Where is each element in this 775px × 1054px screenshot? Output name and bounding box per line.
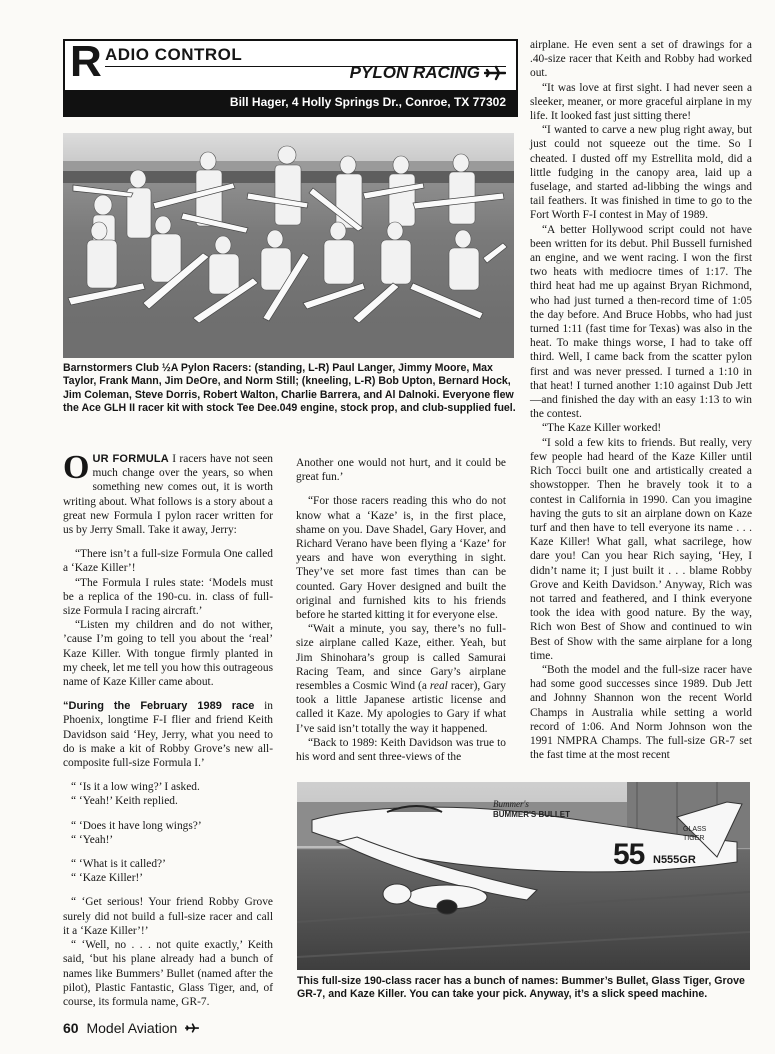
paragraph: airplane. He even sent a set of drawings for a .40-size racer that Keith and Robby had worked out. (530, 39, 752, 80)
magazine-name: Model Aviation (86, 1020, 178, 1036)
department-header (63, 39, 518, 117)
header-title: ADIO CONTROL (105, 45, 243, 64)
header-initial: R (70, 37, 102, 86)
paragraph: “There isn’t a full-size Formula One called a ‘Kaze Killer’! (63, 548, 273, 575)
paragraph: “The Kaze Killer worked! (542, 422, 662, 435)
dialogue-line: “ ‘What is it called?’ (71, 858, 166, 871)
paragraph: OUR FORMULA I racers have not seen much change over the years, so when something new comes out, it is worth writing about. What follows is a story about a great new Formula I pylon racer written for us by Jerry Small. Take it away, Jerry: (63, 449, 273, 537)
racer-photo (297, 782, 750, 970)
paragraph: “Listen my children and do not wither, ’cause I’m going to tell you about the ‘real’ Kaze Killer. With tongue firmly planted in my cheek, let me tell you how this outrageous name of Kaze Killer came about. (63, 619, 273, 689)
article-column-3 (530, 38, 752, 762)
page-number: 60 (63, 1020, 79, 1036)
article-column-1 (63, 449, 273, 1009)
byline: Bill Hager, 4 Holly Springs Dr., Conroe, TX 77302 (229, 95, 506, 109)
lead-in: UR FORMULA (92, 453, 169, 465)
race-number: 55 (613, 838, 645, 871)
dialogue-line: “ ‘Does it have long wings?’ (71, 819, 202, 832)
nose-script: Bummer's (493, 799, 529, 809)
paragraph: “I sold a few kits to friends. But really, very few people had heard of the Kaze Killer until Rich Tocci built one and artistically created a showstopper. Then he bravely took it to a contest in California in 1990. Can you imagine having the guts to sit an airplane down on Kaze turf and then have to tell everyone its name . . . Kaze Killer! What gall, what sacrilege, how dare you! Can you hear Rich saying, ‘Hey, I didn’t name it; I just built it . . . blame Robby Grove and Keith Davidson.’ Anyway, Rich was not tarred and feathered, and I think everyone took the idea with good nature. By the way, Rich won Best of Show and continued to win Best of Show with the same airplane for a long time. (530, 436, 752, 662)
paragraph: “ ‘Get serious! Your friend Robby Grove surely did not build a full-size racer and call it a ‘Kaze Killer’!’ (63, 896, 273, 937)
paragraph: “The Formula I rules state: ‘Models must be a replica of the 190-cu. in. class of full-size Formula I racing aircraft.’ (63, 576, 273, 618)
registration-mark: N555GR (653, 854, 696, 866)
tail-name-line-1: GLASS (683, 826, 707, 833)
paragraph: “ ‘Well, no . . . not quite exactly,’ Keith said, ‘but his plane already had a bunch of names like Bummers’ Bullet (named after the pilot), Plastic Fantastic, Glass Tiger, and, of course, its formula name, GR-7. (63, 939, 273, 1008)
header-subtitle: PYLON RACING (349, 63, 480, 82)
fuselage-name: BUMMER'S BULLET (493, 810, 571, 819)
run-in-heading: “During the February 1989 race (63, 700, 255, 713)
photo-caption: This full-size 190-class racer has a bunch of names: Bummer’s Bullet, Glass Tiger, Grove GR-7, and Kaze Killer. You can take your pick. Anyway, it’s a slick speed machine. (297, 975, 745, 1001)
paragraph: “Both the model and the full-size racer have had some good successes since 1989. Dub Jett and Johnny Shannon won the recent World Champs in Australia while setting a world record of 1:06. And Norm Johnson won the 1991 NMPRA Champs. The full-size GR-7 set the fast time at the most recent (530, 663, 752, 762)
paragraph: Another one would not hurt, and it could be great fun.’ (296, 457, 506, 484)
dialogue-line: “ ‘Is it a low wing?’ I asked. (71, 781, 200, 794)
page-footer (63, 1020, 199, 1036)
dialogue-line: “ ‘Yeah!’ (71, 833, 114, 846)
dialogue-line: “ ‘Yeah!’ Keith replied. (71, 795, 178, 808)
photo-caption: Barnstormers Club ½A Pylon Racers: (standing, L-R) Paul Langer, Jimmy Moore, Max Taylor, Frank Mann, Jim DeOre, and Norm Still; (kneeling, L-R) Bob Upton, Bernard Hock, Jim Coleman, Steve Dorris, Robert Walton, Charlie Barrera, and Al Dalnoki. Everyone flew the Ace GLH II racer kit with stock Tee Dee.049 engine, stock prop, and club-supplied fuel. (63, 362, 516, 414)
paragraph: “I wanted to carve a new plug right away, but just could not squeeze out the time. So I cheated. I dusted off my Estrellita mold, did a little fudging in the canopy area, laid up a fuselage, and started ad-libbing the wings and tail feathers. It was finished in time to go to the Fort Worth F-I contest in May of 1989. (530, 124, 752, 222)
paragraph: “Wait a minute, you say, there’s no full-size airplane called Kaze, either. Yeah, but Jim Shinohara’s group is called Samurai Racing Team, and since Gary’s airplane resembles a Cosmic Wind (a real racer), Gary took a little Japanese artistic license and called it Kaze. My apologies to Gary if what I’ve said isn’t totally the way it happened. (296, 623, 506, 735)
group-photo (63, 133, 514, 358)
paragraph: “A better Hollywood script could not have been written for its debut. Phil Bussell furnished an engine, and we went racing. I won the first two heats with mediocre times of 1:17. The third heat had me up against Bryan Richmond, who had just turned a then-record time of 1:05 the day before. And Bruce Hobbs, who had just turned 1:11 (fast time for Texas) was also in the heat. To make things worse, I had to take off third. Well, I came back from the scatter pylon first and was never pressed. I turned a 1:10 in that heat! I turned another 1:10 against Dub Jett—and finished the day with an easy 1:13 to win the contest. (530, 223, 752, 421)
racers-scene-graphic (63, 133, 514, 358)
paragraph: “During the February 1989 race in Phoenix, longtime F-I flier and friend Keith Davidson said ‘Hey, Jerry, what you need to do is make a kit of Robby Grove’s new all-composite full-size Formula I.’ (63, 700, 273, 770)
paragraph: “For those racers reading this who do not know what a ‘Kaze’ is, in the first place, shame on you. Dave Shadel, Gary Hover, and Richard Verano have been flying a ‘Kaze’ for years and have won everything in sight. They’ve set more fast times than can be counted. Gary Hover designed and built the original and furnished kits to his friends before he started kitting it for everyone else. (296, 495, 506, 622)
article-column-2 (296, 456, 506, 764)
paragraph: “It was love at first sight. I had never seen a sleeker, meaner, or more graceful airplane in my life. It looked fast just sitting there! (530, 81, 752, 123)
paragraph: “Back to 1989: Keith Davidson was true to his word and sent three-views of the (296, 736, 506, 764)
tail-name-line-2: TIGER (683, 835, 705, 842)
airplane-icon (185, 1023, 199, 1033)
drop-cap: O (63, 449, 90, 486)
dialogue-line: “ ‘Kaze Killer!’ (71, 872, 144, 885)
byline-bar (65, 90, 516, 115)
airplane-icon (484, 65, 506, 81)
